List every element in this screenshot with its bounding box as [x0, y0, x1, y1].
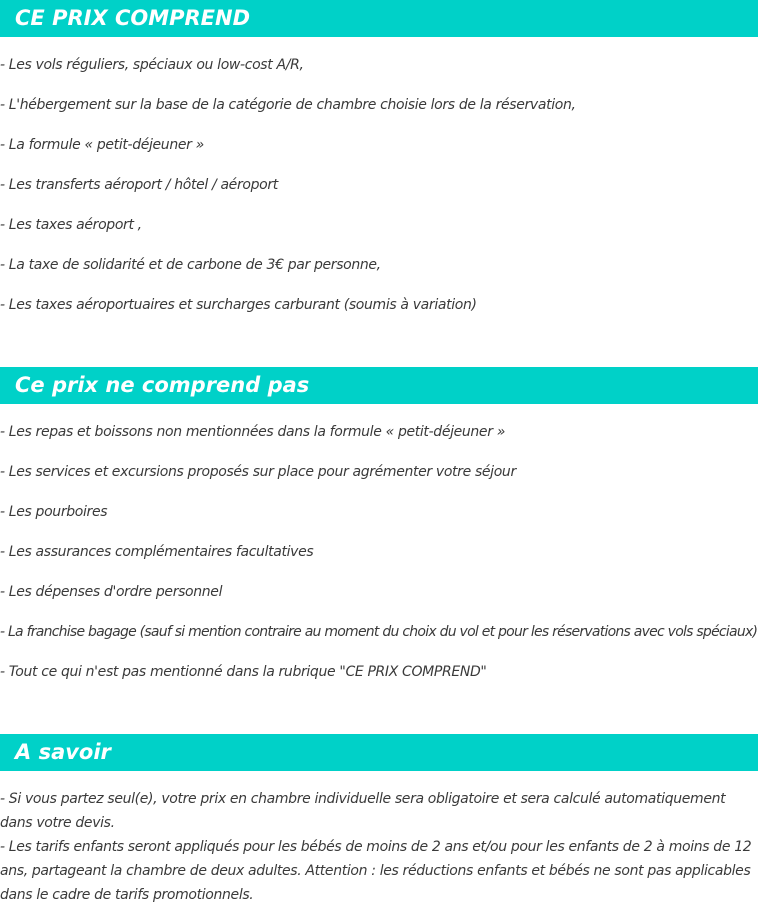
section-header-not-included: Ce prix ne comprend pas [0, 367, 758, 404]
list-item: - Les assurances complémentaires facultatives [0, 544, 314, 560]
list-item: - Les dépenses d'ordre personnel [0, 584, 223, 600]
list-item: - Les vols réguliers, spéciaux ou low-cost A/R, [0, 57, 304, 73]
list-item: - Les repas et boissons non mentionnées dans la formule « petit-déjeuner » [0, 424, 505, 440]
list-item: - Les services et excursions proposés sur place pour agrémenter votre séjour [0, 464, 516, 480]
list-item: - Les pourboires [0, 504, 108, 520]
section-header-good-to-know: A savoir [0, 734, 758, 771]
list-item: - Tout ce qui n'est pas mentionné dans la rubrique "CE PRIX COMPREND" [0, 664, 487, 680]
section-header-included: CE PRIX COMPREND [0, 0, 758, 37]
list-item: - La formule « petit-déjeuner » [0, 137, 204, 153]
list-item: - Les taxes aéroportuaires et surcharges carburant (soumis à variation) [0, 297, 477, 313]
list-item: - La franchise bagage (sauf si mention contraire au moment du choix du vol et pour les réservations avec vols spéciaux) [0, 624, 758, 640]
list-item: - La taxe de solidarité et de carbone de 3€ par personne, [0, 257, 381, 273]
list-item: - Les taxes aéroport , [0, 217, 142, 233]
info-paragraph: - Si vous partez seul(e), votre prix en chambre individuelle sera obligatoire et sera calculé automatiquement dans votre devis. [0, 791, 726, 831]
list-item: - L'hébergement sur la base de la catégorie de chambre choisie lors de la réservation, [0, 97, 576, 113]
info-paragraph: - Les tarifs enfants seront appliqués pour les bébés de moins de 2 ans et/ou pour les enfants de 2 à moins de 12 ans, partageant la chambre de deux adultes. Attention : les réductions enfants et bébés ne sont pas applicables dans le cadre de tarifs promotionnels. [0, 839, 752, 903]
list-item: - Les transferts aéroport / hôtel / aéroport [0, 177, 278, 193]
